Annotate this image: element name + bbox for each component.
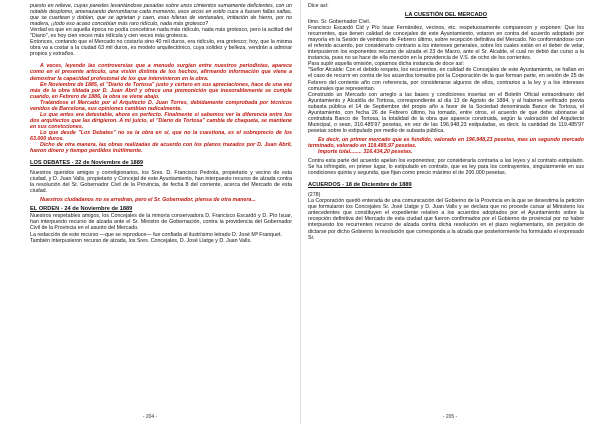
paragraph: Entonces, contando que el Mercado no costaría sino 40 mil duros, era ridículo, era grotesco; hoy, que la misma obra va a costar a la ciudad 63 mil duros, es modelo arquitectónico, cuya solidez y belleza, vendrán a admirar propios y extraños. [30, 39, 292, 58]
section-heading: LA CUESTIÓN DEL MERCADO [404, 12, 488, 19]
paragraph: Nuestros respetables amigos, los Concejales de la minoría conservadora D. Francisco Escardó y D. Pío Isuar, han interpuesto recurso de alzada ante el Sr. Ministro de Gobernación, contra la providencia del Gobernador Civil de la Provincia en el asunto del Mercado. [30, 213, 292, 232]
paragraph: (278) [308, 192, 321, 199]
right-page [300, 0, 600, 424]
commentary-paragraph: Lo que antes era detestable, ahora es perfecto. Finalmente sí sabemos ver la diferencia entre los dos arquitectos que las dirigieron. A mi juicio, el "Diario de Tortosa" cambia de chaqueta, se mantiene en sus convicciones. [30, 111, 292, 130]
paragraph: La redacción de este recurso —que se reproduce— fue confiada al ilustrísimo letrado D. José Mª Franquet. [30, 231, 282, 238]
commentary-paragraph: Es decir, un primer mercado que es fundido, valorado en 196.948,23 pesetas, mas un segundo mercado terminado, valorado en 119.485,97 pesetas. [308, 136, 584, 149]
section-heading: ACUERDOS - 18 de Diciembre de 1889 [308, 182, 412, 189]
commentary-paragraph: Lo que desde "Los Debates" no se la obra en sí, que no la cuestiona, es el sobreprecio de los 63.000 duros. [30, 129, 292, 142]
paragraph: Construido un Mercado con arreglo a las bases y condiciones insertas en el Boletín Oficial extraordinario del Ayuntamiento y Alcaldía de Tortosa, correspondiente al día 13 de Agosto de 1884, y al haberse verificado previa subasta pública el 14 de Septiembre del propio año a favor de la Sociedad denominada Banco de Tortosa, el Ayuntamiento, con fecha 26 de Febrero último, ha tomado, entre otros, el acuerdo de que debe abonarse al contratista Banco de Tortosa, la totalidad de la obra que aparece construida, según la valoración del Arquitecto Municipal, o sean, 316.485'97 pesetas, en vez de las 196.948,23 estipuladas, es decir, la cantidad de 119.485'97 pesetas sobre lo estipulado por medio de subasta pública. [308, 91, 584, 134]
page-number: - 204 - [142, 414, 158, 420]
section-heading: EL ORDEN - 24 de Noviembre de 1889 [30, 206, 133, 213]
paragraph: También interpusieron recurso de alzada, los Sres. Concejales, D. José Llatge y D. Juan Valls. [30, 237, 252, 244]
paragraph: Verdad es que en aquella época no podía concebirse nada más ridículo, nada más grotesco, pero la actitud del "Diario", es hoy cien veces más ridícula y cien veces más grotesca. [30, 27, 292, 40]
paragraph: Dice así: [308, 3, 329, 9]
paragraph: Ilmo. Sr. Gobernador Civil. [308, 19, 371, 26]
commentary-paragraph: En Noviembre de 1885, el "Diario de Tortosa" justo y certero en sus apreciaciones, hace de una vez más de la obra tildada por D. Juan Abril y ofrece una premonición que inexorablemente se cumple cuando, en Febrero de 1886, la obra se viene abajo. [30, 81, 292, 100]
section-heading: LOS DEBATES - 22 de Noviembre de 1889 [30, 160, 144, 167]
commentary-paragraph: Nuestros ciudadanos no se arredran, pero el Sr. Gobernador, piensa de otra manera... [40, 197, 256, 204]
commentary-paragraph: A veces, leyendo las controversias que a menudo surgían entre nuestros periodistas, aparece como en el presente artículo, una visión distinta de los hechos, afirmando información que viene a demostrar la capacidad profesional de los que intervinieron en la obra. [30, 63, 292, 82]
page-number: - 205 - [442, 414, 458, 420]
paragraph: "Señor Alcalde: Con el debido respeto, los recurrentes, en calidad de Concejales de este Ayuntamiento, se hallan en el caso de recurrir en contra de los acuerdos tomados por la Corporación de la que forman parte, en sesión de 25 de Febrero del corriente año con referencia, por considerarse algunos de ellos, contrarios a la ley y a los intereses comunales que representan. [308, 67, 584, 92]
paragraph: Para suplir aquella omisión, copiamos dicha instancia de doce así: [308, 61, 465, 68]
paragraph: Francisco Escardó Cid y Pío Isuar Fernández, vecinos, etc. respetuosamente comparecen y exponen: Que los recurrentes, que tienen calidad de concejales de este Ayuntamiento, votaron en contra del acuerdo adoptado por mayoría en la Sesión de veintiuno de Febrero último, sobre recepción definitiva del Mercado. No conformándose con el referido acuerdo, por considerarlo contrario a los intereses generales, sobre los cuales están en el deber de velar, interpusieron los exponentes recurso de alzada el 23 de Marzo, ante el Sr. Alcalde, el cual no debió dar curso a la instancia, pues no se hace de ella mención en la providencia de V.S. de ocho de los corrientes. [308, 25, 584, 62]
paragraph: La Corporación quedó enterada de una comunicación del Gobierno de la Provincia en la que se desestima la petición que formularon los Concejales Sr. José Llatge y D. Juan Valls y se declara que no procede cursar al Ministerio los antecedentes que constituyen el expediente relativo a los acuerdos adoptados por el Ayuntamiento sobre la recepción definitiva del Mercado de esta ciudad que fueron confirmados por el Gobierno de provincial por no haber interpuesto los recurrentes recurso de alzada contra dicha resolución en el plazo reglamentario, sin perjuicio de dictarse por dicho Gobierno la resolución que corresponda a la alzada que posteriormente ha formulado el expresado Sr. [308, 198, 584, 241]
paragraph: Nuestros queridos amigos y correligionarios, los Sres. D. Francisco Pedrola, propietario y vecino de esta ciudad, y D. Juan Valls, propietario y Concejal de este Ayuntamiento, han interpuesto recurso de alzada contra la resolución del Sr. Gobernador Civil de la Provincia, de fecha 8 del corriente, acerca del Mercado de esta ciudad. [30, 170, 292, 195]
commentary-total: Importe total........ 316.434,20 pesetas. [318, 149, 413, 156]
paragraph: Contra esta parte del acuerdo apelan los exponentes; por considerarla contraria a las leyes y al contrato estipulado. Se ha infringido, en primer lugar, lo estipulado en contrato, que es ley para los contrayentes, singularmente en sus condiciones quinta y segunda, que fijan como precio máximo el de 200.000 pesetas. [308, 158, 584, 177]
commentary-paragraph: Dicho de otra manera, las obras realizadas de acuerdo con los planos trazados por D. Juan Abril, fueron dinero y tiempo perdidos inútilmente. [30, 142, 292, 155]
paragraph: puesto en relieve, cuyas paredes levantándose pesadas sobre unos cimientos sumamente deficientes, con un notable desplomo, amenazando derrumbarse cada momento, esos arcos en estilo cuca a fuesen fallas saltas, que se cuartean y doblan, que se agrietan y caen, esas hileras de ventanales, imitación de hierro, por no madera, ¡¡todo eso acaso concebían más raro ridículo, nada más grotesco? [30, 3, 292, 28]
commentary-paragraph: Tratándose el Mercado por el Arquitecto D. Juan Torres, debidamente comprobada por técnicos venidos de Barcelona, sus opiniones cambian radicalmente. [30, 99, 292, 112]
